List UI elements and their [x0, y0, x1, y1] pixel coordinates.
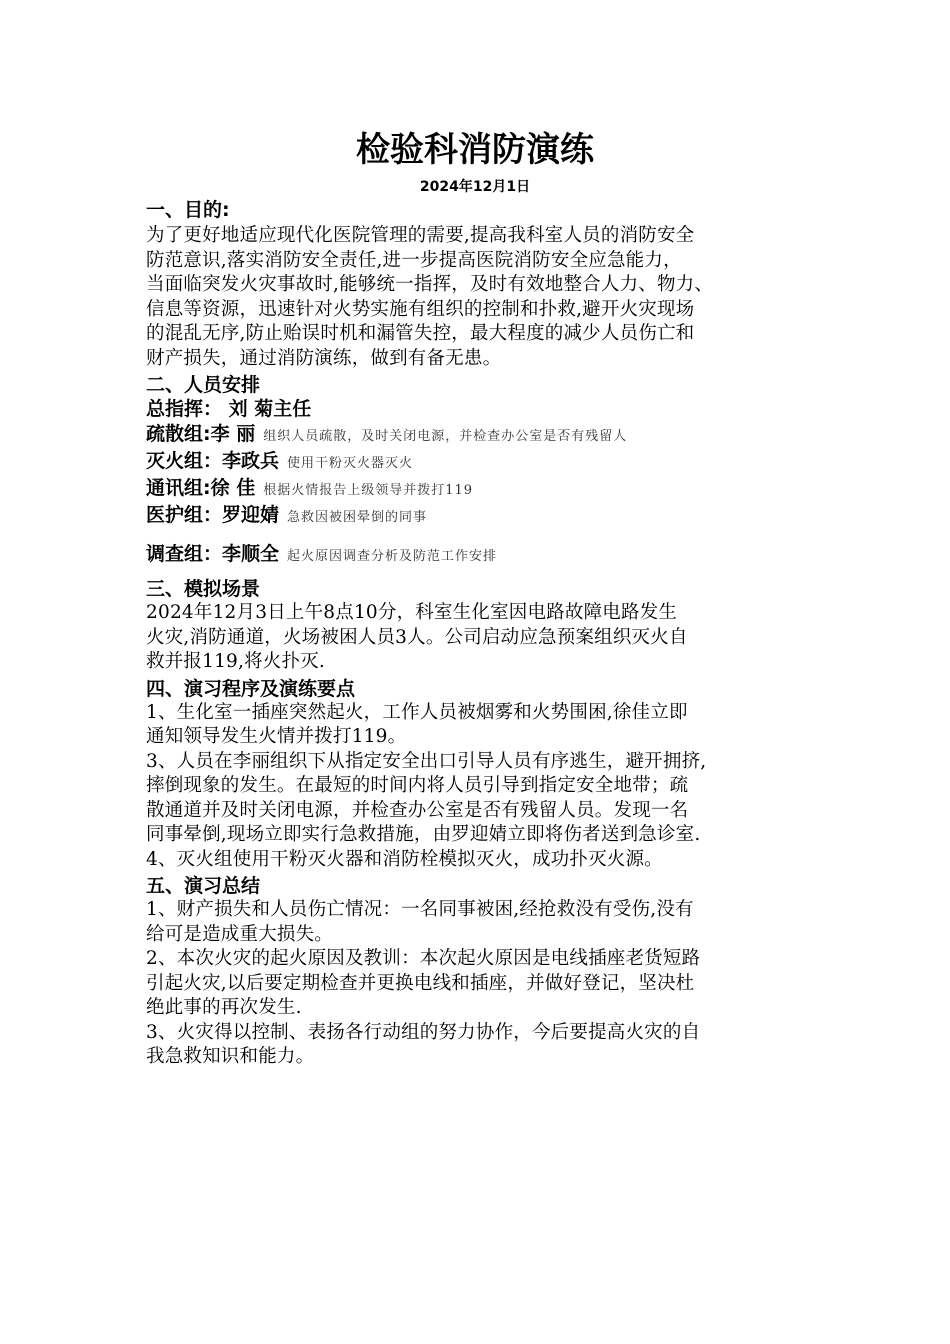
paragraph-line: 防范意识,落实消防安全责任,进一步提高医院消防安全应急能力， [146, 249, 682, 271]
staff-group-note: 起火原因调查分析及防范工作安排 [287, 549, 498, 564]
staff-group-note: 急救因被困晕倒的同事 [287, 510, 428, 525]
paragraph-line: 3、火灾得以控制、表扬各行动组的努力协作，今后要提高火灾的自 [146, 1021, 701, 1043]
section-scenario-text [146, 601, 826, 675]
document-body [146, 198, 826, 1070]
paragraph-line: 2、本次火灾的起火原因及教训：本次起火原因是电线插座老货短路 [146, 948, 701, 969]
staff-group-evacuation [146, 422, 826, 449]
paragraph-line: 2024年12月3日上午8点10分，科室生化室因电路故障电路发生 [146, 602, 678, 623]
section-heading-staff: 二、人员安排 [146, 374, 261, 396]
paragraph-line: 引起火灾,以后要定期检查并更换电线和插座，并做好登记，坚决杜 [146, 972, 695, 994]
section-heading-scenario: 三、模拟场景 [146, 578, 261, 600]
paragraph-line: 信息等资源，迅速针对火势实施有组织的控制和扑救,避开火灾现场 [146, 298, 695, 320]
paragraph-line: 当面临突发火灾事故时,能够统一指挥，及时有效地整合人力、物力、 [146, 274, 714, 295]
document-date: 2024年12月1日 [419, 179, 531, 195]
staff-group-label: 调查组：李顺全 [146, 543, 280, 565]
section-heading-procedure: 四、演习程序及演练要点 [146, 677, 356, 700]
paragraph-line: 救并报119,将火扑灭. [146, 651, 325, 672]
paragraph-line: 通知领导发生火情并拨打119。 [146, 726, 407, 747]
staff-group-label: 疏散组:李 丽 [146, 423, 256, 445]
staff-group-note: 组织人员疏散，及时关闭电源，并检查办公室是否有残留人 [263, 429, 628, 444]
section-heading-summary: 五、演习总结 [146, 875, 261, 897]
paragraph-line: 3、人员在李丽组织下从指定安全出口引导人员有序逃生，避开拥挤, [146, 750, 707, 772]
paragraph-line: 1、生化室一插座突然起火，工作人员被烟雾和火势围困,徐佳立即 [146, 701, 688, 723]
document-title: 检验科消防演练 [356, 130, 594, 170]
paragraph-line: 散通道并及时关闭电源，并检查办公室是否有残留人员。发现一名 [146, 799, 689, 821]
staff-group-communication [146, 476, 826, 503]
staff-group-firefighting [146, 449, 826, 476]
paragraph-line: 绝此事的再次发生. [146, 997, 302, 1018]
paragraph-line: 火灾,消防通道，火场被困人员3人。公司启动应急预案组织灭火自 [146, 626, 688, 648]
paragraph-line: 4、灭火组使用干粉灭火器和消防栓模拟灭火，成功扑灭火源。 [146, 848, 663, 870]
paragraph-line: 的混乱无序,防止贻误时机和漏管失控，最大程度的减少人员伤亡和 [146, 323, 695, 344]
paragraph-line: 1、财产损失和人员伤亡情况：一名同事被困,经抢救没有受伤,没有 [146, 899, 694, 920]
staff-group-note: 使用干粉灭火器灭火 [287, 456, 414, 471]
staff-group-note: 根据火情报告上级领导并拨打119 [263, 483, 474, 498]
paragraph-line: 同事晕倒,现场立即实行急救措施，由罗迎婧立即将伤者送到急诊室. [146, 824, 701, 845]
staff-group-label: 通讯组:徐 佳 [146, 477, 256, 499]
paragraph-line: 财产损失，通过消防演练，做到有备无患。 [146, 347, 502, 369]
section-summary-text [146, 898, 826, 1070]
section-purpose-text [146, 224, 826, 371]
paragraph-line: 为了更好地适应现代化医院管理的需要,提高我科室人员的消防安全 [146, 225, 695, 246]
paragraph-line: 给可是造成重大损失。 [146, 923, 334, 945]
staff-group-medical [146, 503, 826, 530]
staff-group-label: 医护组：罗迎婧 [146, 504, 280, 526]
section-heading-purpose: 一、目的: [146, 199, 230, 221]
staff-group-investigation [146, 542, 826, 569]
staff-commander: 总指挥： 刘 菊主任 [146, 398, 312, 420]
staff-group-label: 灭火组：李政兵 [146, 450, 280, 472]
paragraph-line: 摔倒现象的发生。在最短的时间内将人员引导到指定安全地带；疏 [146, 775, 689, 796]
paragraph-line: 我急救知识和能力。 [146, 1046, 315, 1067]
section-procedure-text [146, 701, 826, 873]
